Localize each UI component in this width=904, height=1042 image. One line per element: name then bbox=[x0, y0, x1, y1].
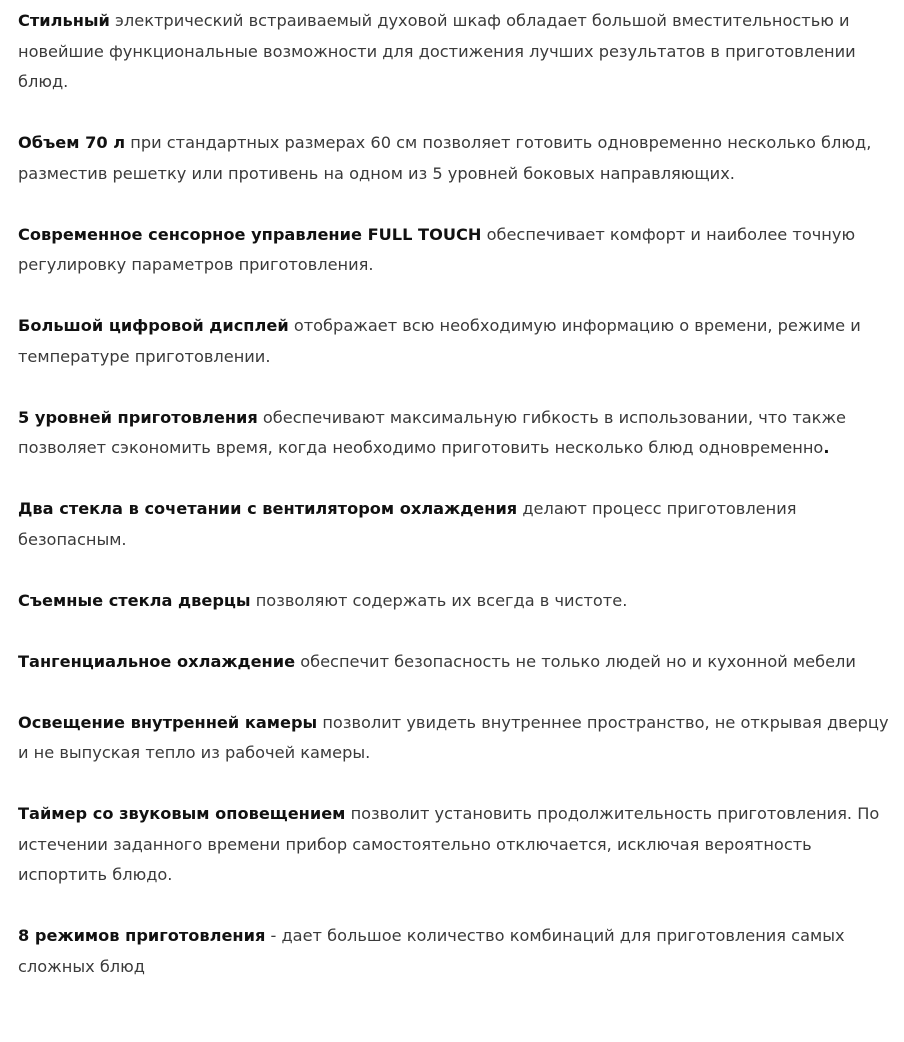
paragraph-modes bbox=[18, 921, 894, 982]
paragraph-heading: 8 режимов приготовления bbox=[18, 926, 266, 945]
paragraph-text: позволяют содержать их всегда в чистоте. bbox=[250, 590, 628, 610]
paragraph-volume bbox=[18, 128, 894, 189]
paragraph-text: при стандартных размерах 60 см позволяет готовить одновременно несколько блюд, разместив решетку или противень на одном из 5 уровней боковых направляющих. bbox=[18, 133, 872, 183]
paragraph-text: позволит установить продолжительность приготовления. По истечении заданного времени прибор самостоятельно отключается, исключая вероятность испортить блюдо. bbox=[18, 804, 880, 884]
product-description bbox=[18, 6, 894, 1013]
paragraph-tangential-cooling bbox=[18, 647, 894, 678]
paragraph-glass-cooling bbox=[18, 494, 894, 555]
paragraph-heading: Стильный bbox=[18, 11, 110, 30]
paragraph-heading: Современное сенсорное управление FULL TOUCH bbox=[18, 224, 482, 244]
paragraph-heading: Два стекла в сочетании с вентилятором охлаждения bbox=[18, 499, 518, 518]
paragraph-touch-control bbox=[18, 220, 894, 281]
paragraph-text: позволит увидеть внутреннее пространство, не открывая дверцу и не выпуская тепло из рабочей камеры. bbox=[18, 712, 889, 762]
paragraph-text: отображает всю необходимую информацию о времени, режиме и температуре приготовлении. bbox=[18, 316, 861, 366]
paragraph-stylish bbox=[18, 6, 894, 98]
paragraph-heading: Большой цифровой дисплей bbox=[18, 316, 289, 335]
paragraph-removable-glass bbox=[18, 586, 894, 617]
paragraph-heading: Объем 70 л bbox=[18, 133, 126, 152]
paragraph-text: делают процесс приготовления безопасным. bbox=[18, 499, 797, 549]
paragraph-lighting bbox=[18, 708, 894, 769]
paragraph-heading: Тангенциальное охлаждение bbox=[18, 651, 296, 671]
paragraph-text: - дает большое количество комбинаций для приготовления самых сложных блюд bbox=[18, 926, 845, 976]
paragraph-text: электрический встраиваемый духовой шкаф обладает большой вместительностью и новейшие функциональные возможности для достижения лучших результатов в приготовлении блюд. bbox=[18, 11, 856, 91]
paragraph-heading: 5 уровней приготовления bbox=[18, 407, 258, 427]
paragraph-display bbox=[18, 311, 894, 372]
paragraph-text: обеспечивают максимальную гибкость в использовании, что также позволяет сэкономить время, когда необходимо приготовить несколько блюд одновременно bbox=[18, 407, 846, 457]
paragraph-heading: Съемные стекла дверцы bbox=[18, 590, 251, 610]
paragraph-text: обеспечивает комфорт и наиболее точную регулировку параметров приготовления. bbox=[18, 224, 856, 274]
paragraph-heading: Таймер со звуковым оповещением bbox=[18, 804, 346, 823]
paragraph-levels bbox=[18, 403, 894, 464]
paragraph-heading: Освещение внутренней камеры bbox=[18, 712, 318, 732]
paragraph-text: обеспечит безопасность не только людей но и кухонной мебели bbox=[295, 651, 856, 671]
paragraph-tail: . bbox=[823, 438, 830, 457]
paragraph-timer bbox=[18, 799, 894, 891]
